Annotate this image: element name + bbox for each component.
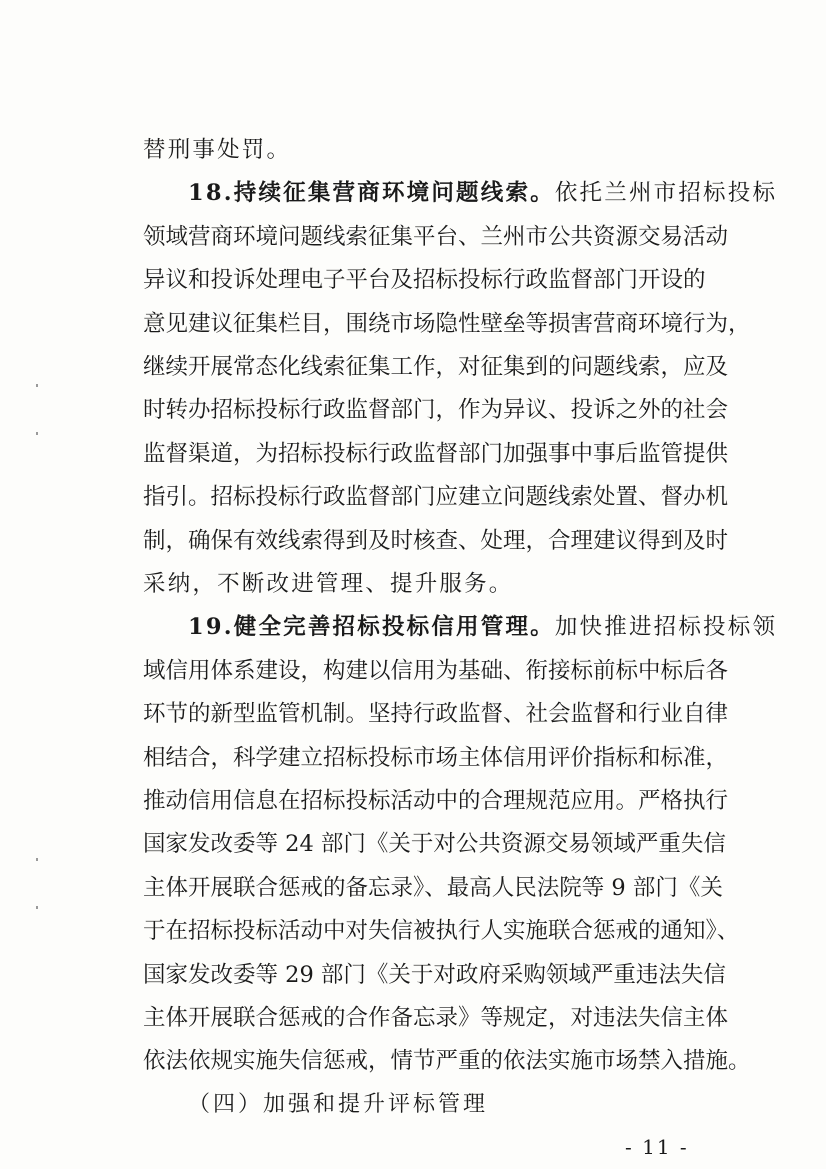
page-number: - 11 -: [625, 1134, 689, 1159]
text-line: 域信用体系建设，构建以信用为基础、衔接标前标中标后各: [143, 657, 729, 684]
text-line: 主体开展联合惩戒的备忘录》、最高人民法院等 9 部门《关: [143, 874, 723, 901]
scan-mark: [36, 384, 38, 387]
text-line: 意见建议征集栏目，围绕市场隐性壁垒等损害营商环境行为，: [143, 310, 751, 337]
item-19-heading: 19.健全完善招标投标信用管理。: [188, 614, 555, 641]
text-line: 采纳，不断改进管理、提升服务。: [143, 571, 514, 597]
text-line: 替刑事处罚。: [143, 137, 292, 163]
text-line: 主体开展联合惩戒的合作备忘录》等规定，对违法失信主体: [143, 1005, 729, 1031]
text-line: 继续开展常态化线索征集工作，对征集到的问题线索，应及: [143, 354, 729, 380]
text-line: 领域营商环境问题线索征集平台、兰州市公共资源交易活动: [143, 223, 729, 250]
text-line: 国家发改委等 24 部门《关于对公共资源交易领域严重失信: [143, 831, 726, 858]
text-line: 相结合，科学建立招标投标市场主体信用评价指标和标准，: [143, 744, 729, 771]
paragraph-19-first-line: [188, 612, 777, 642]
item-18-heading: 18.持续征集营商环境问题线索。: [188, 180, 555, 207]
text-span: 加快推进招标投标领: [554, 614, 778, 641]
text-line: 监督渠道，为招标投标行政监督部门加强事中事后监管提供: [143, 440, 729, 467]
text-line: 推动信用信息在招标投标活动中的合理规范应用。严格执行: [143, 788, 729, 814]
section-heading: （四）加强和提升评标管理: [188, 1091, 489, 1117]
paragraph-18-first-line: [188, 178, 777, 208]
text-line: 环节的新型监管机制。坚持行政监督、社会监督和行业自律: [143, 701, 729, 728]
scan-mark: [36, 432, 38, 435]
text-line: 指引。招标投标行政监督部门应建立问题线索处置、督办机: [143, 484, 729, 511]
text-line: 时转办招标投标行政监督部门，作为异议、投诉之外的社会: [143, 397, 729, 424]
text-line: 国家发改委等 29 部门《关于对政府采购领域严重违法失信: [143, 961, 726, 988]
scan-mark: [36, 906, 38, 909]
scan-mark: [36, 858, 38, 861]
text-line: 制，确保有效线索得到及时核查、处理，合理建议得到及时: [143, 527, 729, 554]
text-line: 异议和投诉处理电子平台及招标投标行政监督部门开设的: [143, 267, 706, 294]
text-line: 依法依规实施失信惩戒，情节严重的依法实施市场禁入措施。: [143, 1048, 751, 1075]
text-span: 依托兰州市招标投标: [554, 180, 778, 207]
text-line: 于在招标投标活动中对失信被执行人实施联合惩戒的通知》、: [143, 918, 740, 945]
